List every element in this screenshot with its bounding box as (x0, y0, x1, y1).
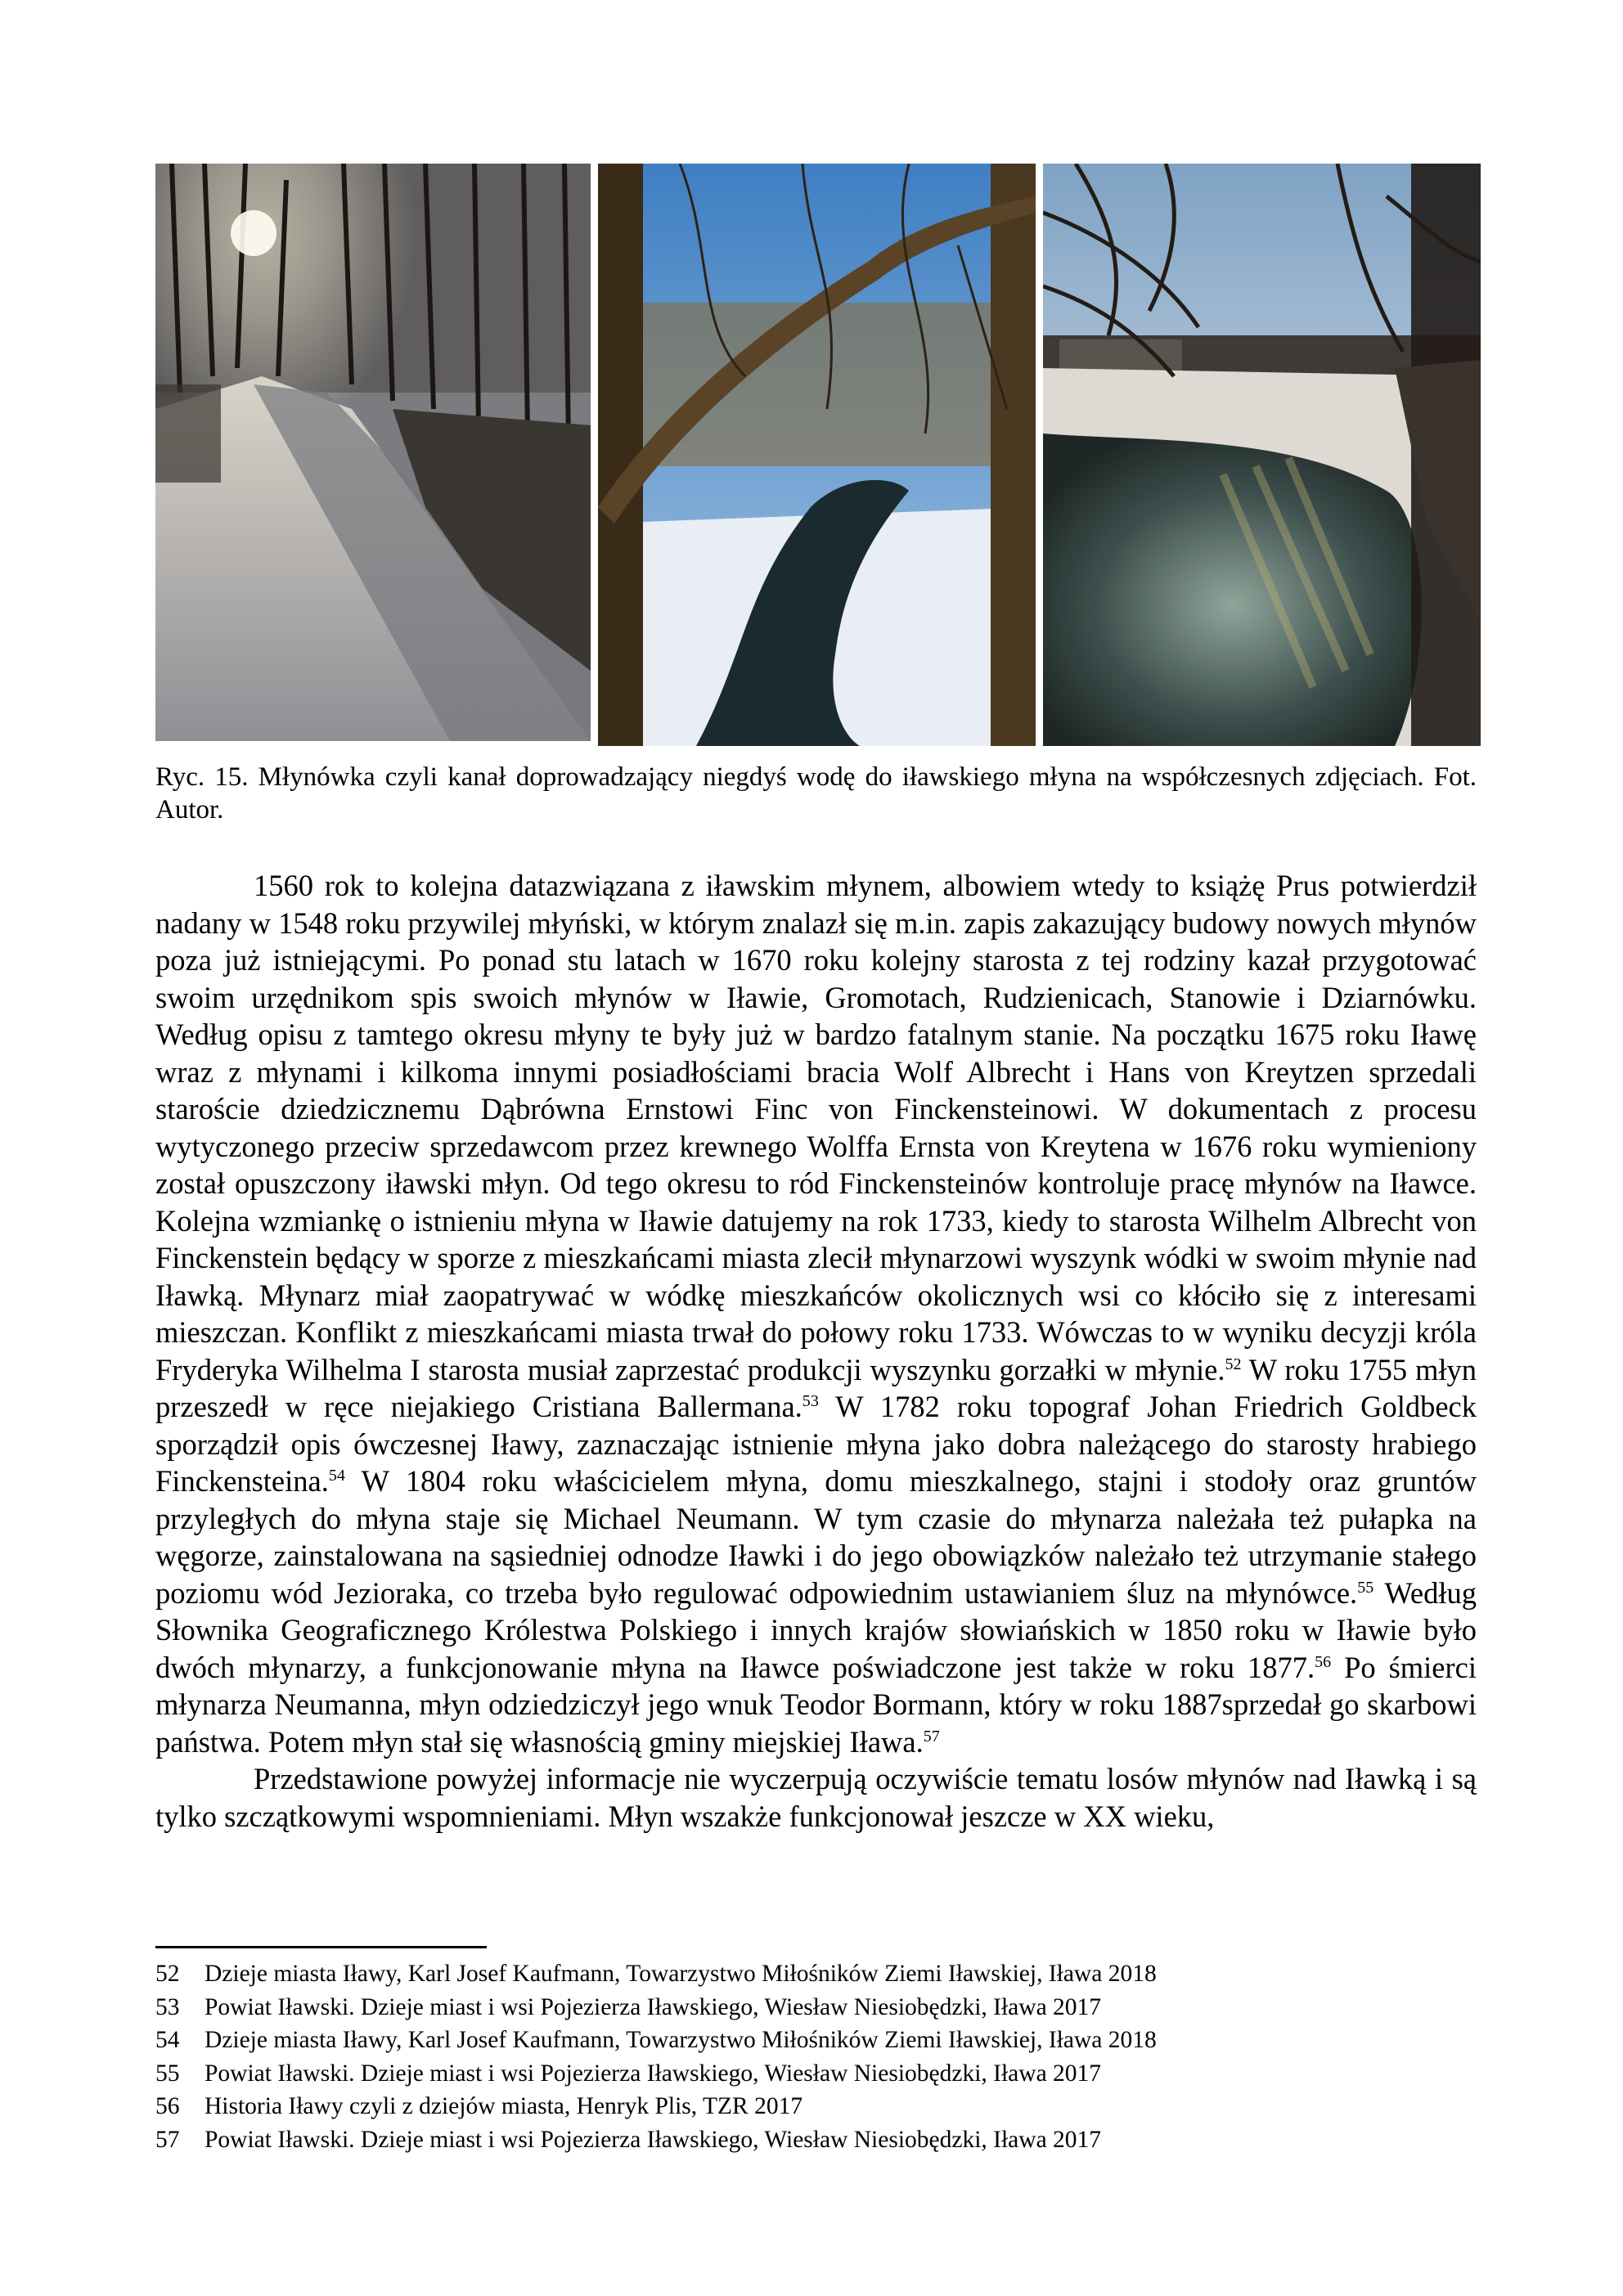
footnote-number: 57 (155, 2126, 180, 2153)
photo-frozen-canal-sunlight (1043, 164, 1481, 746)
footnote-number: 54 (155, 2027, 180, 2053)
figure-caption: Ryc. 15. Młynówka czyli kanał doprowadzający niegdyś wodę do iławskiego młyna na współczesnych zdjęciach. Fot. Autor. (155, 762, 1477, 824)
text-segment: 1560 rok to kolejna datazwiązana z iławskim młynem, albowiem wtedy to książę Prus potwierdził nadany w 1548 roku przywilej młyński, w którym znalazł się m.in. zapis zakazujący budowy nowych młynów poza już istniejącymi. Po ponad stu latach w 1670 roku kolejny starosta z tej rodziny kazał przygotować swoim urzędnikom spis swoich młynów w Iławie, Gromotach, Rudzienicach, Stanowie i Dziarnówku. Według opisu z tamtego okresu młyny te były już w bardzo fatalnym stanie. Na początku 1675 roku Iławę wraz z młynami i kilkoma innymi posiadłościami bracia Wolf Albrecht i Hans von Kreytzen sprzedali staroście dziedzicznemu Dąbrówna Ernstowi Finc von Finckensteinowi. W dokumentach z procesu wytyczonego przeciw sprzedawcom przez krewnego Wolffa Ernsta von Kreytena w 1676 roku wymieniony został opuszczony iławski młyn. Od tego okresu to ród Finckensteinów kontroluje pracę młynów na Iławce. Kolejna wzmiankę o istnieniu młyna w Iławie datujemy na rok 1733, kiedy to starosta Wilhelm Albrecht von Finckenstein będący w sporze z mieszkańcami miasta zlecił młynarzowi wyszynk wódki w swoim młynie nad Iławką. Młynarz miał zaopatrywać w wódkę mieszkańców okolicznych wsi co kłóciło się z interesami mieszczan. Konflikt z mieszkańcami miasta trwał do połowy roku 1733. Wówczas to w wyniku decyzji króla Fryderyka Wilhelma I starosta musiał zaprzestać produkcji wyszynku gorzałki w młynie. (155, 869, 1477, 1386)
footnote-ref: 53 (802, 1391, 819, 1410)
footnote (155, 2090, 1477, 2123)
footnote (155, 2123, 1477, 2157)
footnote-text: Powiat Iławski. Dzieje miast i wsi Pojezierza Iławskiego, Wiesław Niesiobędzki, Iława 2017 (205, 1993, 1102, 2020)
footnote-text: Dzieje miasta Iławy, Karl Josef Kaufmann, Towarzystwo Miłośników Ziemi Iławskiej, Iława 2018 (205, 2027, 1157, 2053)
footnote-ref: 55 (1357, 1578, 1374, 1597)
footnote-text: Powiat Iławski. Dzieje miast i wsi Pojezierza Iławskiego, Wiesław Niesiobędzki, Iława 2017 (205, 2060, 1102, 2087)
footnote (155, 2024, 1477, 2057)
paragraph: Przedstawione powyżej informacje nie wyczerpują oczywiście tematu losów młynów nad Iławką i są tylko szczątkowymi wspomnieniami. Młyn wszakże funkcjonował jeszcze w XX wieku, (155, 1762, 1477, 1833)
text-segment: Po śmierci młynarza Neumanna, młyn odziedziczył jego wnuk Teodor Bormann, który w roku 1887sprzedał go skarbowi państwa. Potem młyn stał się własnością gminy miejskiej Iława. (155, 1650, 1477, 1759)
footnote-ref: 52 (1225, 1355, 1242, 1373)
footnote-ref: 56 (1315, 1652, 1332, 1671)
footnote-text: Dzieje miasta Iławy, Karl Josef Kaufmann, Towarzystwo Miłośników Ziemi Iławskiej, Iława 2018 (205, 1961, 1157, 1987)
footnote-ref: 54 (328, 1466, 345, 1485)
text-segment: W roku 1755 młyn przeszedł w ręce niejakiego Cristiana Ballermana. (155, 1352, 1477, 1423)
figure-photos (155, 164, 1481, 746)
text-segment: W 1782 roku topograf Johan Friedrich Goldbeck sporządził opis ówczesnej Iławy, zaznaczając istnienie młyna jako dobra należącego do starosty hrabiego Finckensteina. (155, 1390, 1477, 1498)
photo-frozen-canal-branches (598, 164, 1036, 746)
photo-snowy-path (155, 164, 591, 741)
footnote-separator (155, 1946, 487, 1948)
text-segment: W 1804 roku właścicielem młyna, domu mieszkalnego, stajni i stodoły oraz gruntów przyległych do młyna staje się Michael Neumann. W tym czasie do młynarza należała też pułapka na węgorze, zainstalowana na sąsiedniej odnodze Iławki i do jego obowiązków należało też utrzymanie stałego poziomu wód Jezioraka, co trzeba było regulować odpowiednim ustawianiem śluz na młynówce. (155, 1464, 1477, 1610)
footnotes (155, 1957, 1477, 2156)
footnote-ref: 57 (923, 1727, 940, 1746)
text-segment: Według Słownika Geograficznego Królestwa Polskiego i innych krajów słowiańskich w 1850 roku w Iławie było dwóch młynarzy, a funkcjonowanie młyna na Iławce poświadczone jest także w roku 1877. (155, 1575, 1477, 1684)
footnote-number: 56 (155, 2093, 180, 2119)
footnote-text: Powiat Iławski. Dzieje miast i wsi Pojezierza Iławskiego, Wiesław Niesiobędzki, Iława 2017 (205, 2126, 1102, 2153)
footnote-text: Historia Iławy czyli z dziejów miasta, Henryk Plis, TZR 2017 (205, 2093, 803, 2119)
footnote-number: 55 (155, 2060, 180, 2087)
footnote (155, 2057, 1477, 2091)
main-text (155, 867, 1477, 1835)
paragraph (155, 867, 1477, 1760)
footnote-number: 53 (155, 1993, 180, 2020)
footnote (155, 1957, 1477, 1991)
footnote (155, 1991, 1477, 2024)
footnote-number: 52 (155, 1961, 180, 1987)
